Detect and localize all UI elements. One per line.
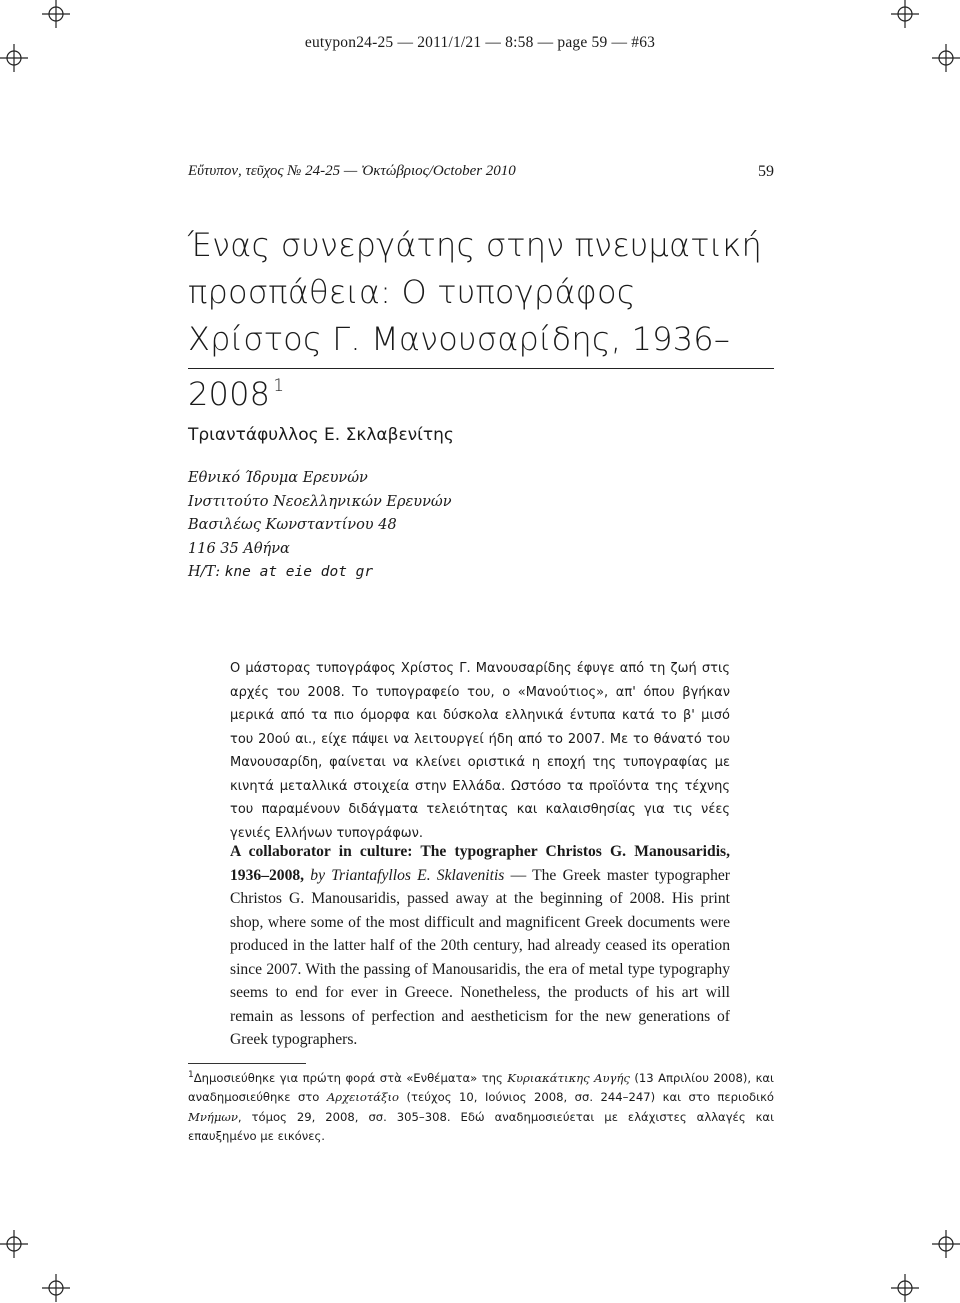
title-line-text: Χρίστος Γ. Μανουσαρίδης, 1936–2008 [188,320,731,413]
title-line: προσπάθεια: Ο τυπογράφος [188,273,636,311]
affiliation-line: Εθνικό Ίδρυμα Ερευνών [188,470,368,486]
email-line [188,561,452,585]
journal-citation: Εὔτυπον, τεῦχος № 24-25 — Ὀκτώβριος/October 2010 [188,163,516,179]
page-number: 59 [758,163,774,180]
title-line: Ένας συνεργάτης στην πνευματική [188,226,763,264]
footnote [188,1066,774,1147]
email-address: kne at eie dot gr [224,564,374,580]
title-rule [188,368,774,369]
running-head [188,163,774,181]
abstract-english-title: A collaborator in culture: The typographer Christos G. Manousaridis, 1936–2008, [230,843,730,884]
title-footnote-mark[interactable]: 1 [273,376,285,396]
footnote-journal: Αρχειοτάξιο [326,1090,399,1105]
abstract-english-author: Triantafyllos E. Sklavenitis [331,866,505,884]
author-name: Τριαντάφυλλος Ε. Σκλαβενίτης [188,425,454,445]
title-line [188,316,788,418]
affiliation-line: 116 35 Αθήνα [188,540,290,557]
footnote-rule [188,1063,306,1064]
abstract-english-dash: — [504,866,533,884]
footnote-newspaper: Κυριακάτικης Αυγής [507,1070,630,1085]
footnote-text: (13 Απριλίου 2008), και αναδημοσιεύθηκε στο [188,1070,774,1105]
affiliation-line: Βασιλέως Κωνσταντίνου 48 [188,517,397,533]
email-label: Η/Τ: [188,564,225,580]
registration-mark-icon [42,0,70,28]
abstract-english [230,840,730,1052]
footnote-mark: 1 [188,1070,194,1080]
registration-mark-icon [0,1230,28,1258]
author-affiliation [188,467,452,585]
abstract-greek: Ο μάστορας τυπογράφος Χρίστος Γ. Μανουσαρίδης έφυγε από τη ζωή στις αρχές του 2008. Το τυπογραφείο του, ο «Μανούτιος», απ' όπου βγήκαν μερικά από τα πιο όμορφα και δύσκολα ελληνικά έντυπα κατά το β' μισό του 20ού αι., είχε πάψει να λειτουργεί ήδη από το 2007. Με το θάνατό του Μανουσαρίδη, φαίνεται να κλείνει οριστικά η εποχή της τυπογραφίας με κινητά μεταλλικά στοιχεία στην Ελλάδα. Ωστόσο τα προϊόντα της τέχνης του παραμένουν διδάγματα τελειότητας και καλαισθησίας για τις νέες γενιές Ελλήνων τυπογράφων. [230,661,730,841]
footnote-text: , τόμος 29, 2008, σσ. 305–308. Εδώ αναδημοσιεύεται με ελάχιστες αλλαγές και επαυξημένο με εικόνες. [188,1109,774,1144]
footnote-journal: Μνήμων [188,1109,238,1124]
affiliation-line: Ινστιτούτο Νεοελληνικών Ερευνών [188,493,452,510]
article-title [188,222,788,418]
registration-mark-icon [932,1230,960,1258]
abstract-english-by: by [310,866,326,884]
registration-mark-icon [42,1274,70,1302]
registration-mark-icon [891,0,919,28]
registration-mark-icon [891,1274,919,1302]
footnote-text: Δημοσιεύθηκε για πρώτη φορά στὰ «Ενθέματα» της [193,1070,508,1085]
footnote-text: (τεύχος 10, Ιούνιος 2008, σσ. 244–247) και στο περιοδικό [399,1090,774,1105]
print-slug: eutypon24-25 — 2011/1/21 — 8:58 — page 59 — #63 [304,34,656,51]
abstract-english-body: The Greek master typographer Christos G. Manousaridis, passed away at the beginning of 2008. His print shop, where some of the most difficult and magnificent Greek documents were produced in the latter half of the 20th century, had already ceased its operation since 2007. With the passing of Manousaridis, the era of metal type typography seems to end for ever in Greece. Nonetheless, the products of his art will remain as lessons of perfection and aestheticism for the new generations of Greek typographers. [230,866,730,1048]
